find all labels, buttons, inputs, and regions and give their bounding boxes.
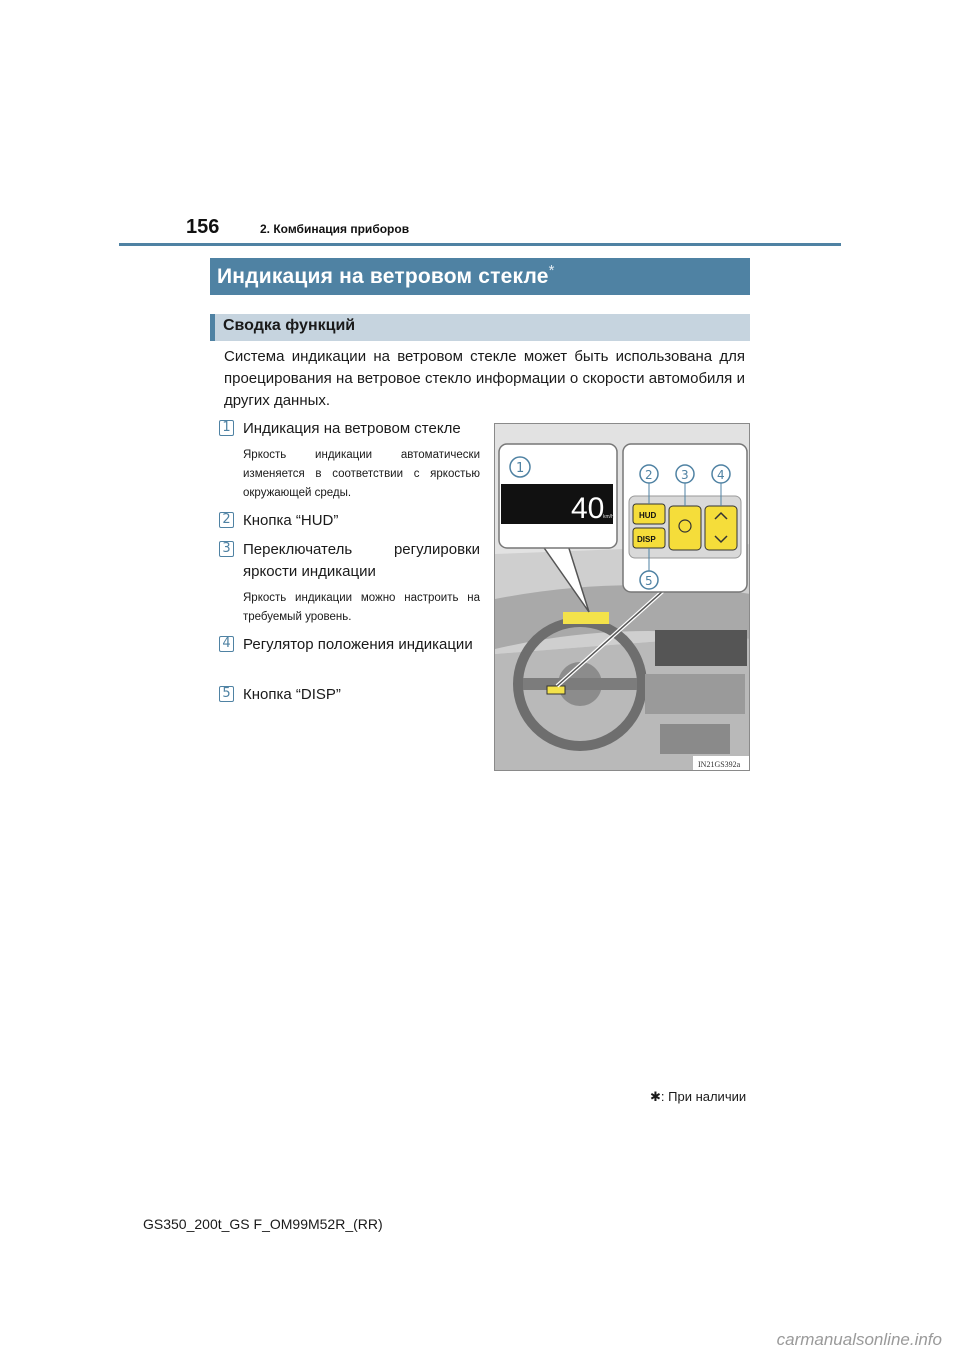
dashboard-illustration (494, 423, 750, 771)
subsection-title: Сводка функций (223, 317, 356, 334)
item-title: Кнопка “DISP” (243, 686, 341, 703)
intro-paragraph: Система индикации на ветровом стекле может быть использована для проецирования на ветровое стекло информации о скорости автомобиля и других данных. (224, 348, 745, 409)
callout-number: 2 (645, 468, 653, 482)
speed-readout: 40 (571, 492, 605, 525)
disp-button-label: DISP (637, 535, 656, 544)
dashboard-drawing (495, 424, 750, 771)
callout-number: 5 (645, 574, 653, 588)
callout-number: 4 (717, 468, 725, 482)
item-number-badge: 2 (219, 512, 234, 528)
hud-button-label: HUD (639, 511, 657, 520)
callout-number: 1 (516, 461, 525, 476)
item-number-badge: 4 (219, 636, 234, 652)
availability-footnote: ✱: При наличии (650, 1089, 747, 1104)
section-heading (210, 258, 750, 295)
item-note: Яркость индикации автоматически изменяется в соответствии с яркостью окружающей среды. (243, 449, 480, 499)
document-code: GS350_200t_GS F_OM99M52R_(RR) (143, 1216, 383, 1232)
item-note: Яркость индикации можно настроить на требуемый уровень. (243, 592, 480, 623)
page-number: 156 (186, 216, 220, 238)
item-title: Индикация на ветровом стекле (243, 420, 461, 437)
chapter-title: 2. Комбинация приборов (260, 222, 410, 236)
speed-unit: km/h (603, 514, 614, 520)
asterisk-icon: * (548, 262, 555, 279)
item-title: Кнопка “HUD” (243, 512, 339, 529)
item-title (243, 634, 480, 656)
item-number-badge: 3 (219, 541, 234, 557)
subsection-heading (210, 314, 750, 341)
callout-number: 3 (681, 468, 689, 482)
section-title: Индикация на ветровом стекле (217, 265, 549, 288)
item-number-badge: 1 (219, 420, 234, 436)
item-number-badge: 5 (219, 686, 234, 702)
illustration-code: IN21GS392a (698, 760, 741, 769)
item-title: Переключатель регулировки яркости индикации (243, 541, 480, 580)
item-title-text: Регулятор положения индикации (243, 636, 473, 653)
header-divider (119, 243, 841, 246)
site-watermark: carmanualsonline.info (776, 1330, 942, 1349)
